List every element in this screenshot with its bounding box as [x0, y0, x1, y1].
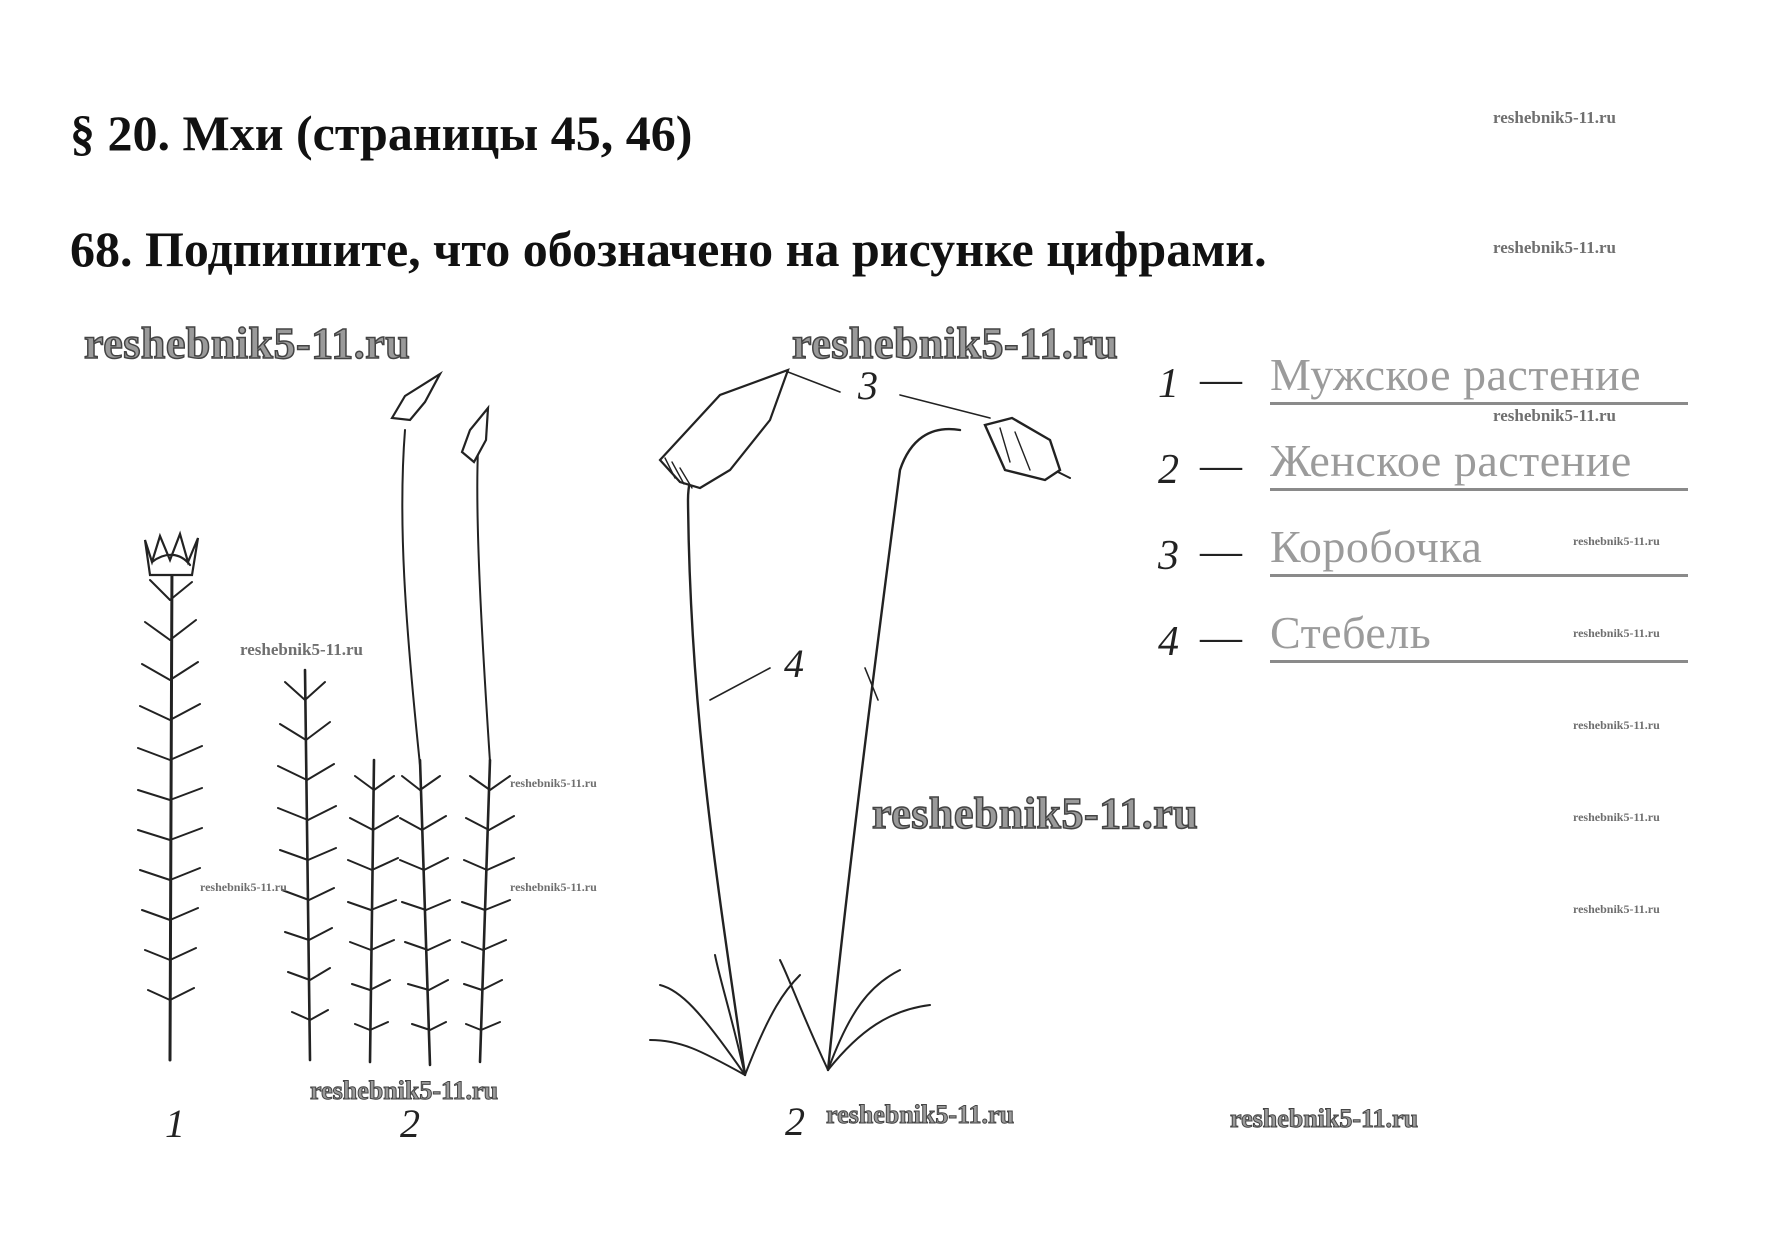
answer-dash: —: [1200, 615, 1242, 661]
answer-text: Женское растение: [1270, 435, 1632, 486]
watermark: reshebnik5-11.ru: [510, 880, 597, 894]
watermark: reshebnik5-11.ru: [872, 789, 1199, 838]
watermark: reshebnik5-11.ru: [792, 319, 1119, 368]
answer-line: [1270, 402, 1688, 405]
answer-row-2: [1158, 435, 1718, 508]
watermark: reshebnik5-11.ru: [1573, 534, 1660, 548]
answer-number: 3: [1158, 533, 1179, 579]
answer-dash: —: [1200, 529, 1242, 575]
answer-line: [1270, 660, 1688, 663]
watermark: reshebnik5-11.ru: [84, 319, 411, 368]
watermark: reshebnik5-11.ru: [200, 880, 287, 894]
watermark: reshebnik5-11.ru: [1493, 238, 1616, 257]
moss-with-capsules: [650, 370, 1070, 1075]
watermark: reshebnik5-11.ru: [826, 1100, 1015, 1129]
answer-dash: —: [1200, 357, 1242, 403]
answer-text: Коробочка: [1270, 521, 1483, 572]
answer-number: 4: [1158, 619, 1179, 665]
answer-row-1: [1158, 349, 1718, 422]
figure-label-2-large: 2: [785, 1099, 805, 1144]
watermark: reshebnik5-11.ru: [1573, 626, 1660, 640]
figure-label-4: 4: [784, 641, 804, 686]
section-title: § 20. Мхи (страницы 45, 46): [70, 105, 693, 161]
watermark: reshebnik5-11.ru: [1230, 1104, 1419, 1133]
watermark: reshebnik5-11.ru: [1573, 902, 1660, 916]
watermark: reshebnik5-11.ru: [240, 640, 363, 659]
answer-row-4: [1158, 607, 1718, 680]
watermark: reshebnik5-11.ru: [510, 776, 597, 790]
figure-label-2-small: 2: [400, 1101, 420, 1146]
watermark: reshebnik5-11.ru: [1493, 406, 1616, 425]
watermark: reshebnik5-11.ru: [1493, 108, 1616, 127]
watermark: reshebnik5-11.ru: [1573, 718, 1660, 732]
answer-line: [1270, 574, 1688, 577]
answer-number: 2: [1158, 447, 1179, 493]
male-moss-plant: [145, 534, 198, 1060]
watermark: reshebnik5-11.ru: [1573, 810, 1660, 824]
figure-label-3: 3: [858, 363, 878, 408]
answer-number: 1: [1158, 361, 1179, 407]
answer-text: Стебель: [1270, 607, 1432, 658]
female-moss-cluster: [305, 374, 490, 1065]
figure-label-1: 1: [165, 1101, 185, 1146]
answer-row-3: [1158, 521, 1718, 594]
answer-line: [1270, 488, 1688, 491]
watermark: reshebnik5-11.ru: [310, 1076, 499, 1105]
answer-dash: —: [1200, 443, 1242, 489]
answer-text: Мужское растение: [1270, 349, 1642, 400]
task-title: 68. Подпишите, что обозначено на рисунке цифрами.: [70, 221, 1267, 277]
